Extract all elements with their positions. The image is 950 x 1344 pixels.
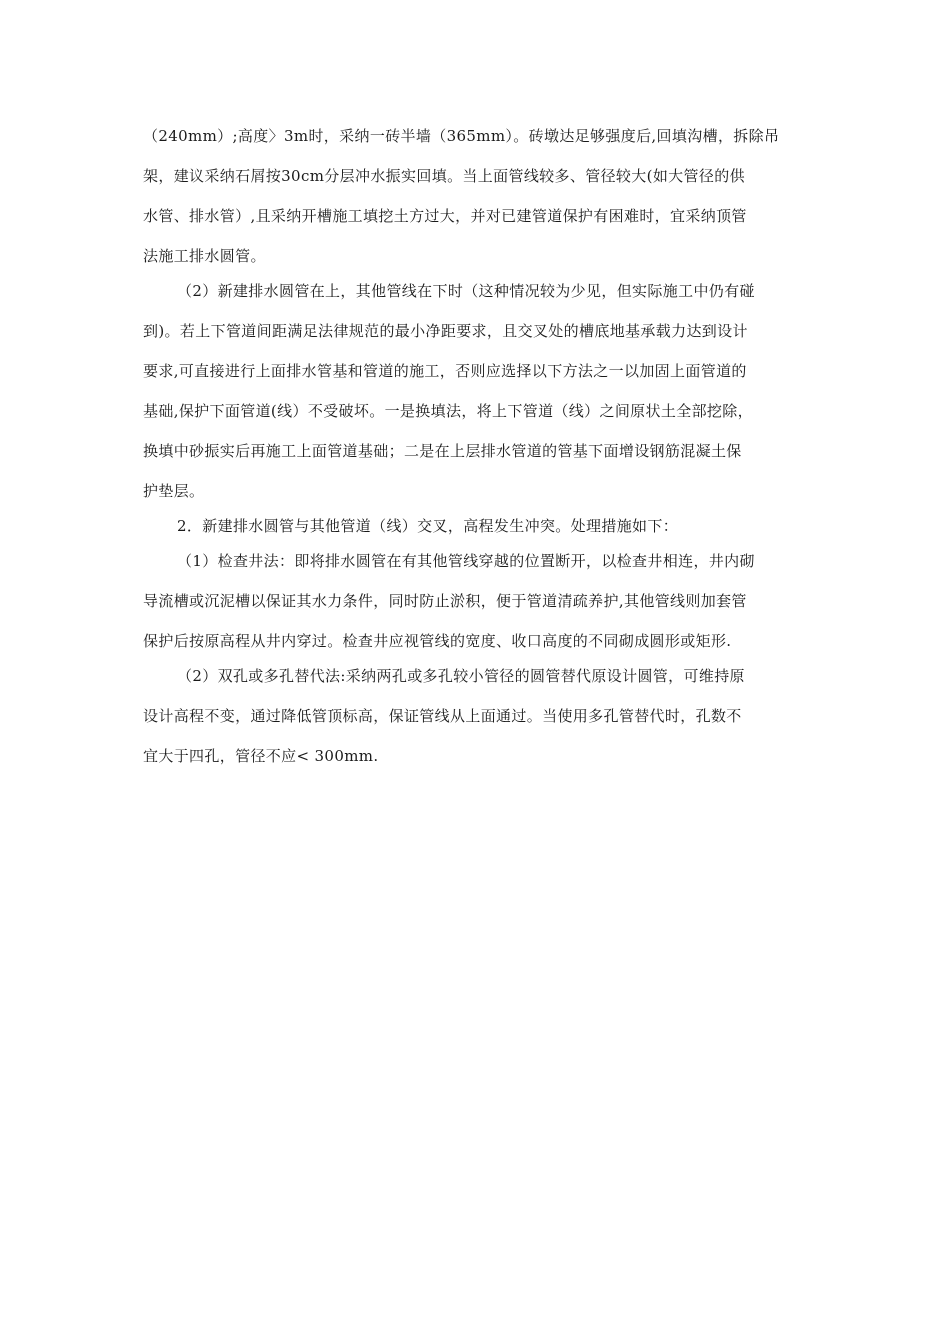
text-line: 宜大于四孔，管径不应< 300mm. [143,747,379,765]
text-line: 保护后按原高程从井内穿过。检查井应视管线的宽度、收口高度的不同砌成圆形或矩形. [143,632,732,650]
document-body [143,122,807,782]
text-line: （240mm）;高度〉3m时，采纳一砖半墙（365mm）。砖墩达足够强度后,回填沟槽，拆除吊 [143,127,780,145]
text-line: （1）检查井法：即将排水圆管在有其他管线穿越的位置断开，以检查井相连，井内砌 [177,552,755,570]
text-line: 基础,保护下面管道(线）不受破坏。一是换填法，将上下管道（线）之间原状土全部挖除， [143,402,753,420]
text-line: 设计高程不变，通过降低管顶标高，保证管线从上面通过。当使用多孔管替代时，孔数不 [143,707,742,725]
text-line: 水管、排水管）,且采纳开槽施工填挖土方过大，并对已建管道保护有困难时，宜采纳顶管 [143,207,747,225]
text-line: 护垫层。 [143,482,205,500]
text-line: 到)。若上下管道间距满足法律规范的最小净距要求，且交叉处的槽底地基承载力达到设计 [143,322,748,340]
section-heading: 2．新建排水圆管与其他管道（线）交叉，高程发生冲突。处理措施如下： [177,517,679,535]
text-line: 法施工排水圆管。 [143,247,266,265]
text-line: 导流槽或沉泥槽以保证其水力条件，同时防止淤积，便于管道清疏养护,其他管线则加套管 [143,592,747,610]
text-line: 架，建议采纳石屑按30cm分层冲水振实回填。当上面管线较多、管径较大(如大管径的供 [143,167,745,185]
text-line: （2）新建排水圆管在上，其他管线在下时（这种情况较为少见，但实际施工中仍有碰 [177,282,755,300]
text-line: （2）双孔或多孔替代法:采纳两孔或多孔较小管径的圆管替代原设计圆管，可维持原 [177,667,745,685]
text-line: 换填中砂振实后再施工上面管道基础；二是在上层排水管道的管基下面增设钢筋混凝土保 [143,442,742,460]
text-line: 要求,可直接进行上面排水管基和管道的施工，否则应选择以下方法之一以加固上面管道的 [143,362,747,380]
